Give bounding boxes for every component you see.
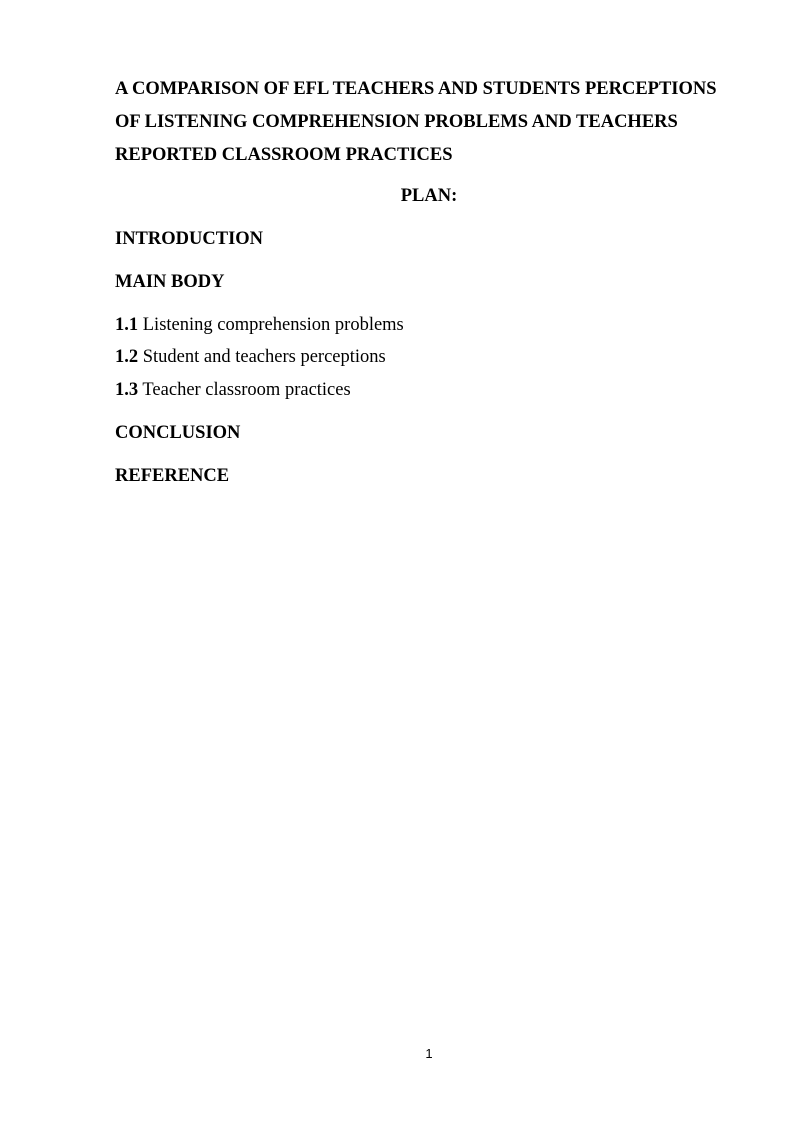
page-number: 1: [425, 1046, 433, 1061]
title-line-3: REPORTED CLASSROOM PRACTICES: [115, 145, 453, 165]
list-item: [115, 312, 404, 338]
document-title: [115, 73, 755, 172]
main-body-heading: MAIN BODY: [115, 272, 225, 292]
plan-heading: PLAN:: [400, 186, 458, 206]
item-text: Listening comprehension problems: [142, 315, 404, 335]
conclusion-heading: CONCLUSION: [115, 423, 241, 443]
item-text: Student and teachers perceptions: [142, 347, 386, 367]
reference-heading: REFERENCE: [115, 466, 230, 486]
list-item: [115, 377, 351, 403]
introduction-heading: INTRODUCTION: [115, 229, 264, 249]
list-item: [115, 344, 386, 370]
title-line-2: OF LISTENING COMPREHENSION PROBLEMS AND TEACHERS: [115, 112, 678, 132]
item-number: 1.2: [115, 347, 139, 367]
item-number: 1.1: [115, 315, 139, 335]
item-number: 1.3: [115, 380, 139, 400]
title-line-1: A COMPARISON OF EFL TEACHERS AND STUDENTS PERCEPTIONS: [115, 79, 717, 99]
item-text: Teacher classroom practices: [142, 380, 351, 400]
